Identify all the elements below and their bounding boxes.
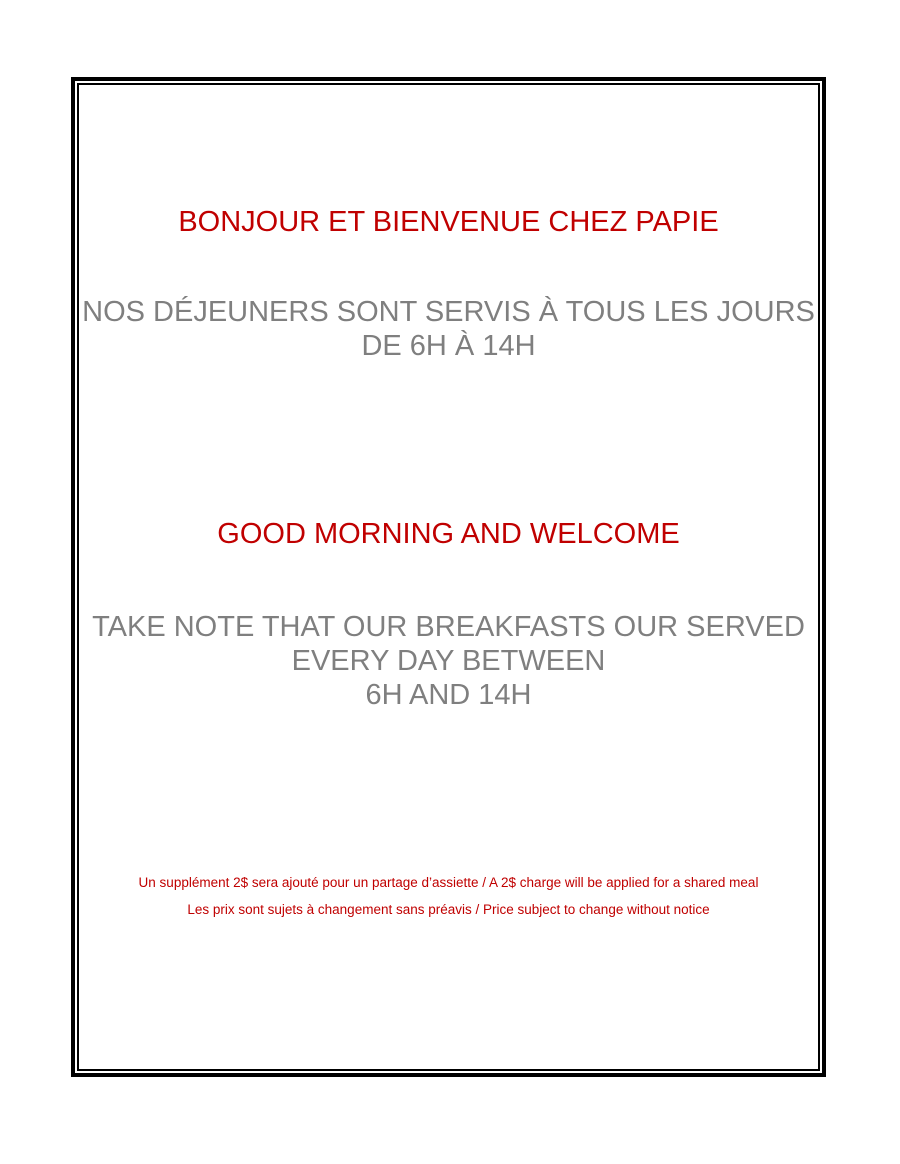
breakfast-hours-french-line1: NOS DÉJEUNERS SONT SERVIS À TOUS LES JOURS	[82, 296, 815, 328]
breakfast-hours-french-line2: DE 6H À 14H	[361, 330, 536, 362]
welcome-title-english-text: GOOD MORNING AND WELCOME	[217, 518, 680, 550]
footnote-shared-meal: Un supplément 2$ sera ajouté pour un partage d’assiette / A 2$ charge will be applied for a shared meal	[138, 875, 759, 890]
welcome-title-french-text: BONJOUR ET BIENVENUE CHEZ PAPIE	[178, 206, 719, 238]
welcome-title-english	[67, 517, 830, 551]
footnote-price-change: Les prix sont sujets à changement sans préavis / Price subject to change without notice	[187, 902, 710, 917]
page-frame-inner	[77, 83, 820, 1071]
breakfast-hours-english-line3: 6H AND 14H	[365, 679, 532, 711]
breakfast-hours-english	[67, 610, 830, 712]
breakfast-hours-french	[67, 295, 830, 363]
welcome-title-french	[67, 205, 830, 239]
breakfast-hours-english-line2: EVERY DAY BETWEEN	[291, 645, 606, 677]
footnote	[67, 869, 830, 923]
breakfast-hours-english-line1: TAKE NOTE THAT OUR BREAKFASTS OUR SERVED	[92, 611, 805, 643]
page-frame-outer	[71, 77, 826, 1077]
